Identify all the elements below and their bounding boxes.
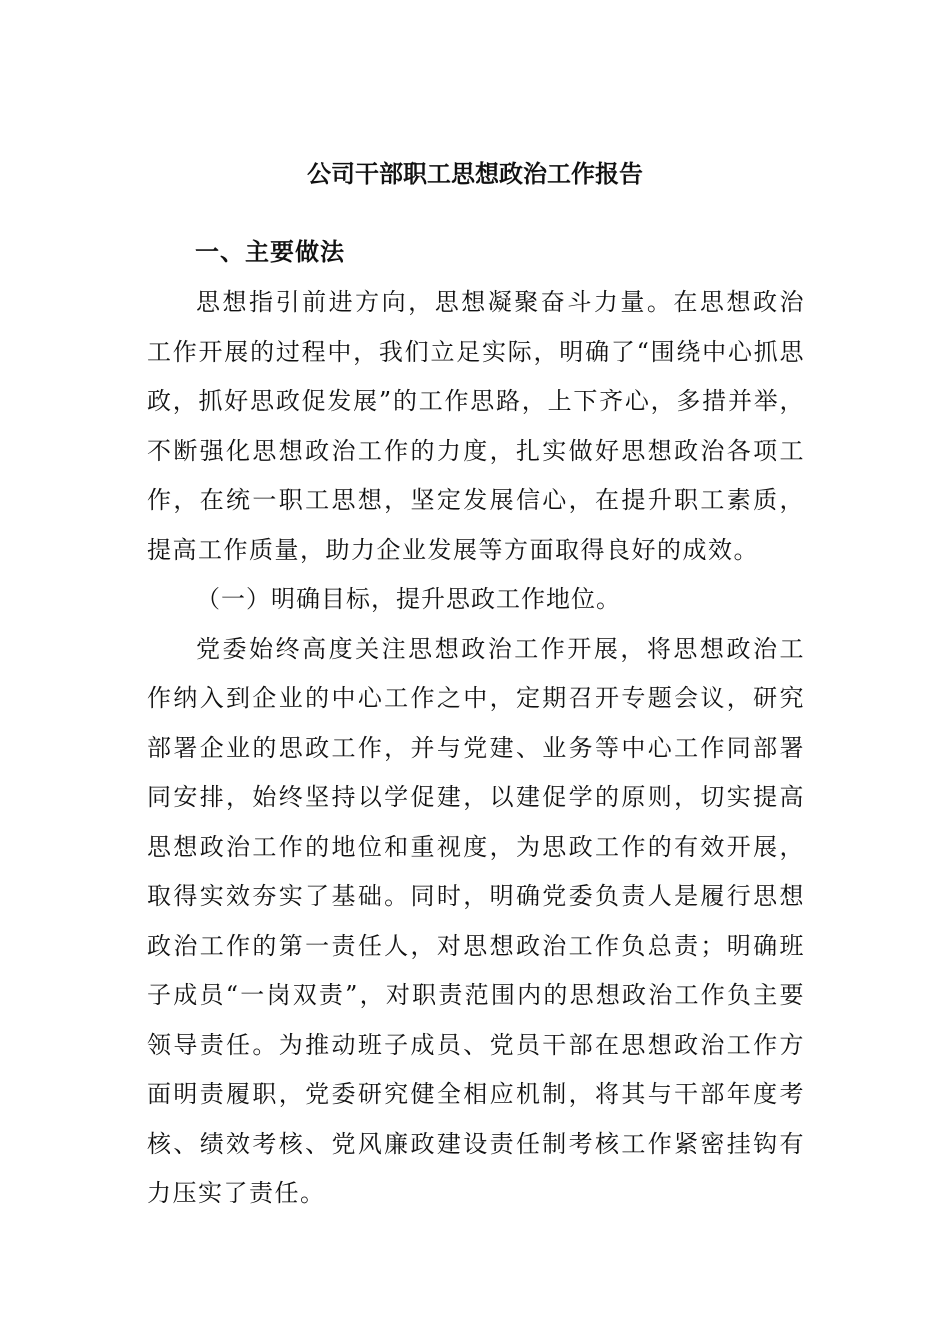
document-title: 公司干部职工思想政治工作报告 (307, 159, 643, 188)
subheading: （一）明确目标，提升思政工作地位。 (196, 585, 621, 613)
document-body (147, 278, 805, 1219)
section-heading: 一、主要做法 (195, 238, 345, 266)
paragraph-body: 党委始终高度关注思想政治工作开展，将思想政治工作纳入到企业的中心工作之中，定期召开专题会议，研究部署企业的思政工作，并与党建、业务等中心工作同部署同安排，始终坚持以学促建，以建促学的原则，切实提高思想政治工作的地位和重视度，为思政工作的有效开展，取得实效夯实了基础。同时，明确党委负责人是履行思想政治工作的第一责任人，对思想政治工作负总责；明确班子成员“一岗双责”，对职责范围内的思想政治工作负主要领导责任。为推动班子成员、党员干部在思想政治工作方面明责履职，党委研究健全相应机制，将其与干部年度考核、绩效考核、党风廉政建设责任制考核工作紧密挂钩有力压实了责任。 (147, 634, 805, 1207)
paragraph-intro: 思想指引前进方向，思想凝聚奋斗力量。在思想政治工作开展的过程中，我们立足实际，明确了“围绕中心抓思政，抓好思政促发展”的工作思路，上下齐心，多措并举，不断强化思想政治工作的力度，扎实做好思想政治各项工作，在统一职工思想，坚定发展信心，在提升职工素质，提高工作质量，助力企业发展等方面取得良好的成效。 (147, 288, 805, 564)
